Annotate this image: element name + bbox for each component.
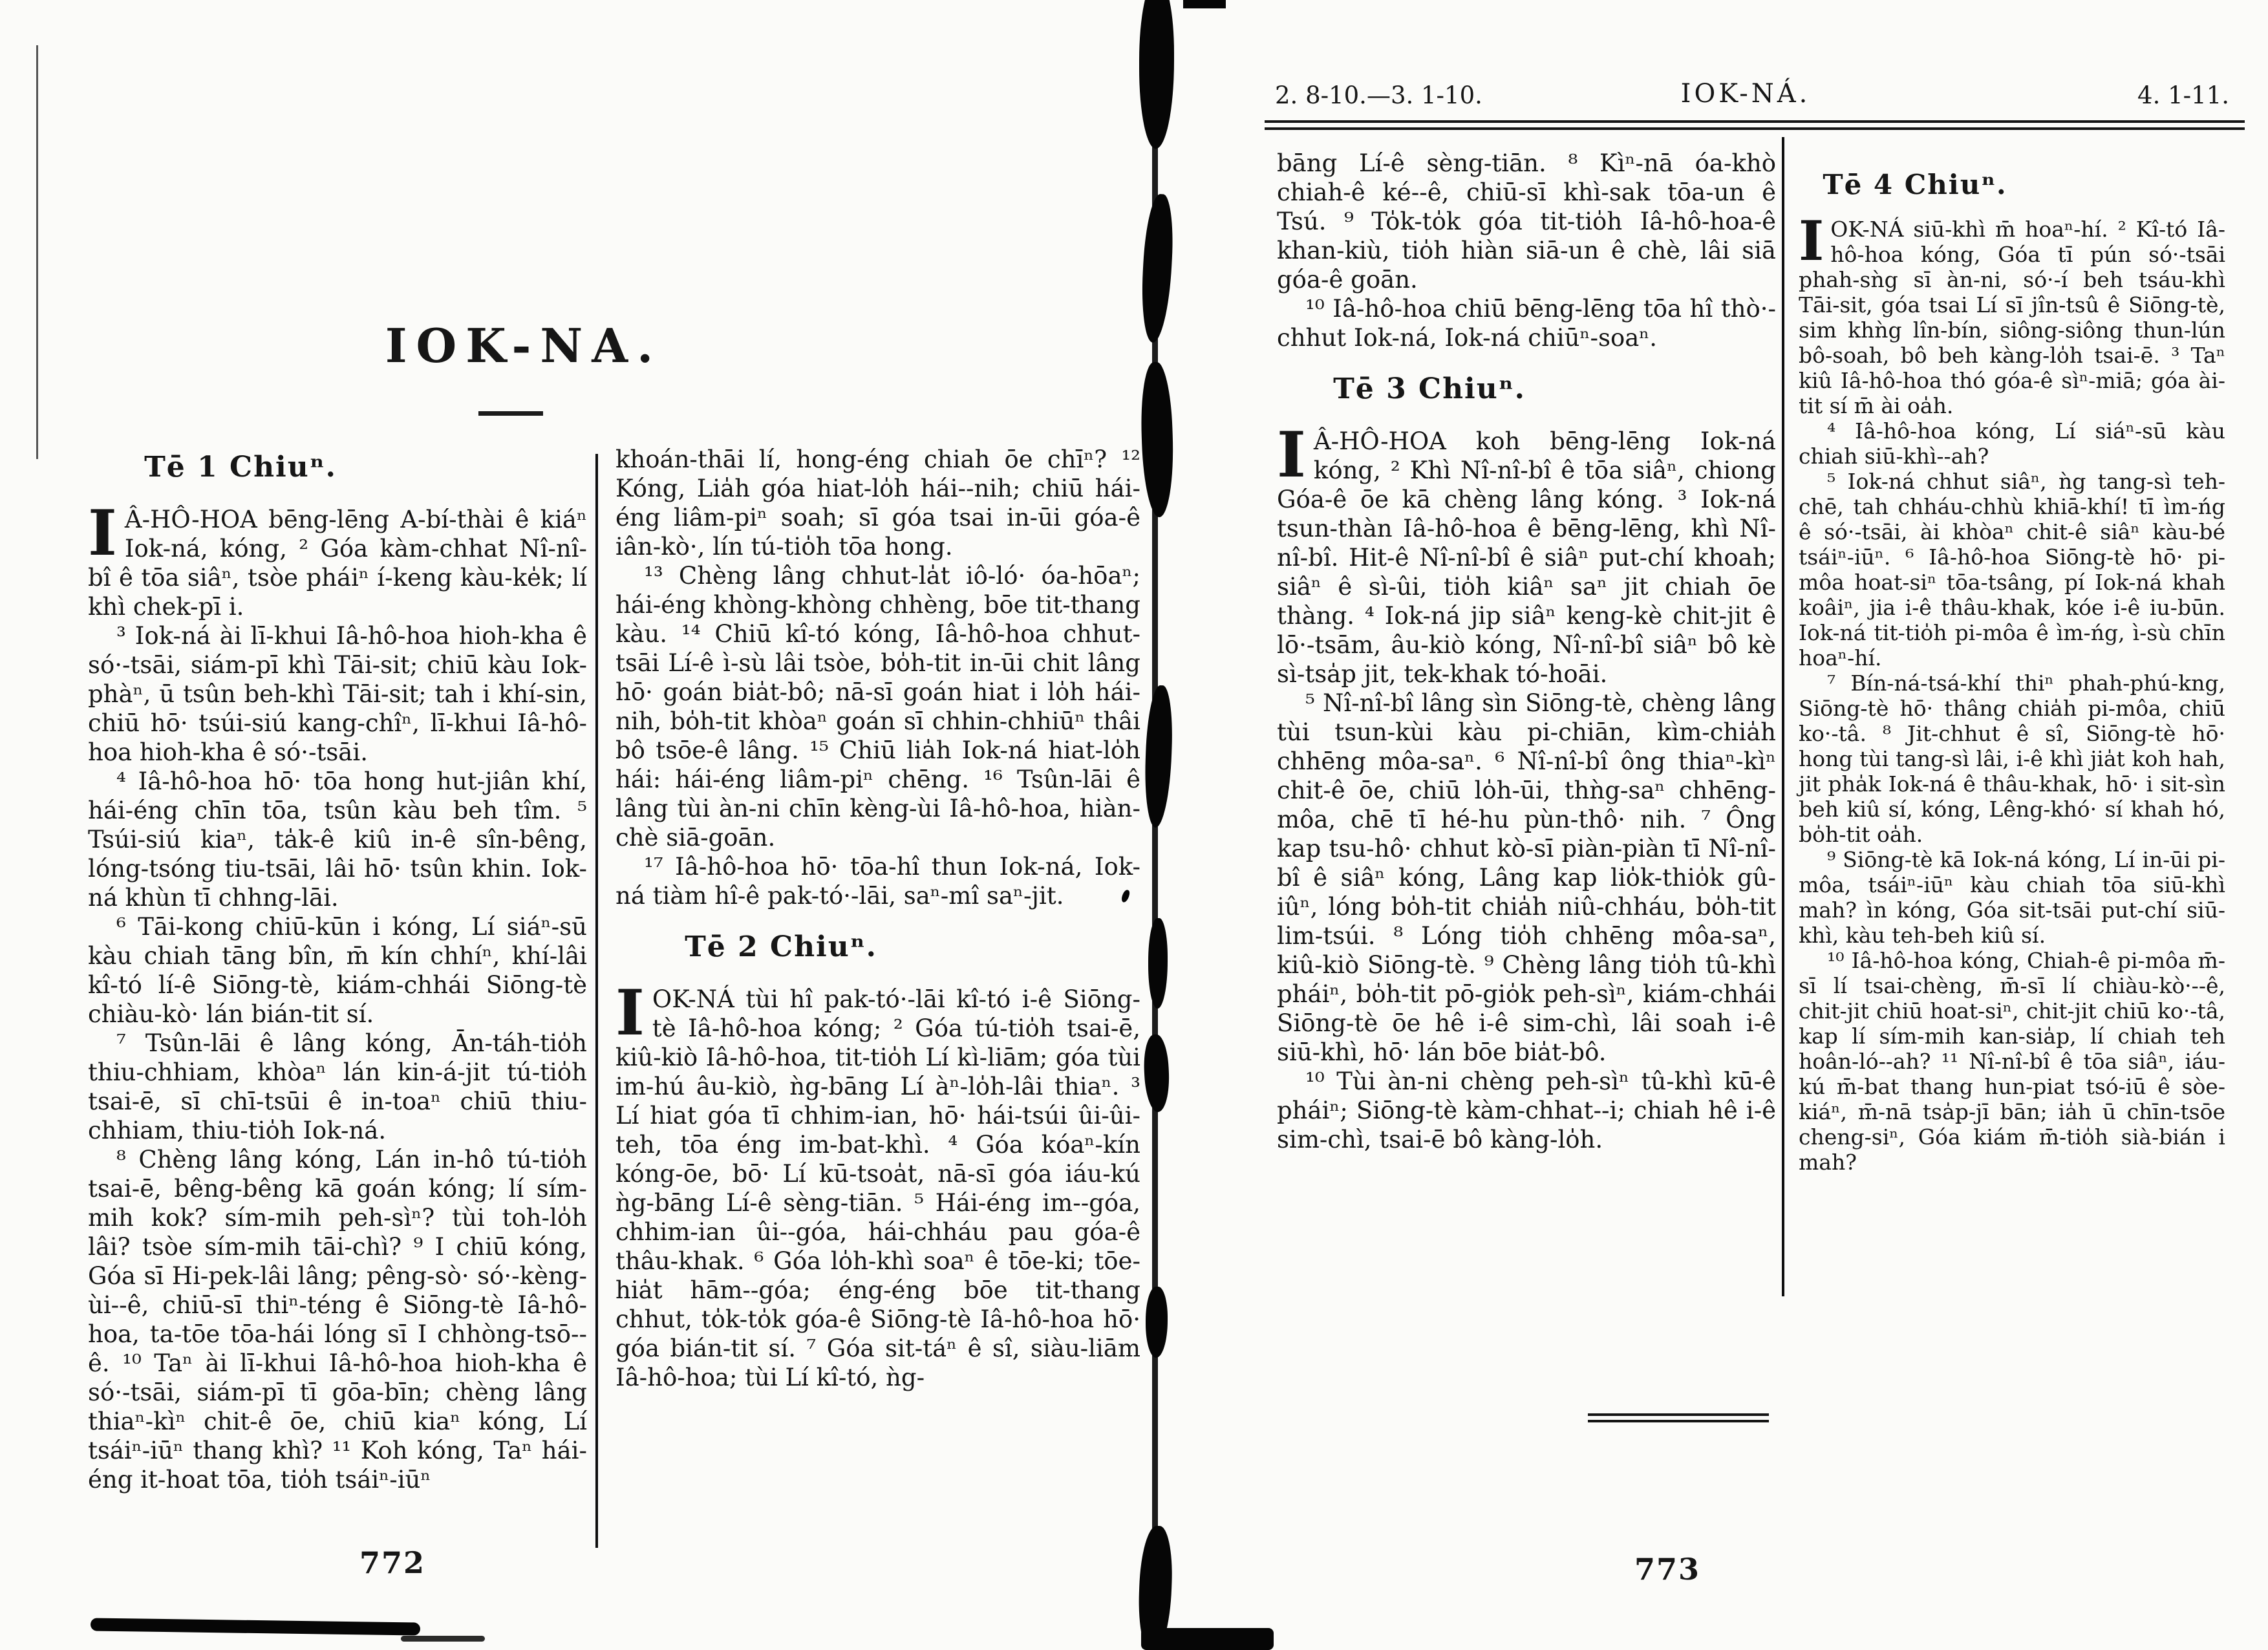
left-page-column-rule — [595, 454, 598, 1548]
jonah-1-7-paragraph: ⁷ Tsûn-lāi ê lâng kóng, Ān-táh-tio̍h thiu-chhiam, khòaⁿ lán kin-á-jit tú-tio̍h tsai-ē, sī chī-tsūi ê in-toaⁿ chiū thiu-chhiam, thiu-tio̍h Iok-ná. — [88, 1029, 587, 1144]
end-of-book-rule-top — [1588, 1413, 1769, 1416]
header-rule-top — [1265, 120, 2245, 123]
jonah-4-7-8-paragraph: ⁷ Bín-ná-tsá-khí thiⁿ phah-phú-kng, Siōng-tè hō· thâng chia̍h pi-môa, chiū ko·-tâ. ⁸ Jit-chhut ê sî, Siōng-tè hō· hong tùi tang-sì lâi, i-ê khì jia̍t koh hah, jit pha̍k Iok-ná ê thâu-khak, hō· i sit-sìn beh kiû sí, kóng, Lêng-khó· sí khah hó, bo̍h-tit oa̍h. — [1799, 670, 2225, 847]
bottom-left-ink-streak — [91, 1618, 420, 1635]
left-page-column-2 — [615, 445, 1140, 1392]
jonah-1-6-paragraph: ⁶ Tāi-kong chiū-kūn i kóng, Lí siáⁿ-sū kàu chiah tāng bîn, m̄ kín chhíⁿ, khí-lâi kî-tó lí-ê Siōng-tè, kiám-chhái Siōng-tè chiàu-kò· lán bián-tit sí. — [88, 913, 587, 1028]
chapter-4-initial-letter: I — [1799, 209, 1824, 273]
running-header-left: 2. 8-10.—3. 1-10. — [1275, 81, 1482, 109]
jonah-1-11-12-continued-paragraph: khoán-thāi lí, hong-éng chiah ōe chīⁿ? ¹² Kóng, Lia̍h góa hiat-lo̍h hái--nih; chiū hái-éng liâm-piⁿ soah; sī góa tsai in-ūi góa-ê iân-kò·, lín tú-tio̍h tōa hong. — [615, 445, 1140, 561]
jonah-1-8-11-paragraph: ⁸ Chèng lâng kóng, Lán in-hô tú-tio̍h tsai-ē, bêng-bêng kā goán kóng; lí sím-mih kok? sím-mih peh-sìⁿ? tùi toh-lo̍h lâi? tsòe sím-mih tāi-chì? ⁹ I chiū kóng, Góa sī Hi-pek-lâi lâng; pêng-sò· só·-kèng-ùi--ê, chiū-sī thiⁿ-téng ê Siōng-tè Iâ-hô-hoa, ta-tōe tōa-hái lóng sī I chhòng-tsō--ê. ¹⁰ Taⁿ ài lī-khui Iâ-hô-hoa hioh-kha ê só·-tsāi, siám-pī tī gōa-bīn; chèng lâng thiaⁿ-kìⁿ chit-ê ōe, chiū kiaⁿ kóng, Lí tsáiⁿ-iūⁿ thang khì? ¹¹ Koh kóng, Taⁿ hái-éng it-hoat tōa, tio̍h tsáiⁿ-iūⁿ — [88, 1146, 587, 1494]
jonah-3-1-4-text: Â-HÔ-HOA koh bēng-lēng Iok-ná kóng, ² Khì Nî-nî-bî ê tōa siâⁿ, chiong Góa-ê ōe kā chèng lâng kóng. ³ Iok-ná tsun-thàn Iâ-hô-hoa ê bēng-lēng, khì Nî-nî-bî. Hit-ê Nî-nî-bî ê siâⁿ put-chí khoah; siâⁿ ê sì-ûi, tio̍h kiâⁿ saⁿ jit chiah ōe thàng. ⁴ Iok-ná jip siâⁿ keng-kè chit-jit ê lō·-tsām, âu-kiò kóng, Nî-nî-bî siâⁿ bô kè sì-tsa̍p jit, tek-khak tó-hoāi. — [1277, 427, 1776, 688]
binding-top-tick — [1183, 0, 1226, 8]
jonah-4-1-3-text: OK-NÁ siū-khì m̄ hoaⁿ-hí. ² Kî-tó Iâ-hô-hoa kóng, Góa tī pún só·-tsāi phah-sǹg sī àn-ni, só·-í beh tsáu-khì Tāi-sit, góa tsai Lí sī jîn-tsû ê Siōng-tè, sim khǹg lîn-bín, siông-siông thun-lún bô-soah, bô beh kàng-lo̍h tsai-ē. ³ Taⁿ kiû Iâ-hô-hoa thó góa-ê sìⁿ-miā; góa ài-tit sí m̄ ài oa̍h. — [1799, 217, 2225, 418]
jonah-4-9-paragraph: ⁹ Siōng-tè kā Iok-ná kóng, Lí in-ūi pi-môa, tsáiⁿ-iūⁿ kàu chiah tōa siū-khì mah? ìn kóng, Góa sit-tsāi put-chí siū-khì, kàu teh-beh kiû sí. — [1799, 847, 2225, 948]
binding-mark-2 — [1139, 193, 1175, 343]
jonah-2-1-7-text: OK-NÁ tùi hî pak-tó·-lāi kî-tó i-ê Siōng-tè Iâ-hô-hoa kóng; ² Góa tú-tio̍h tsai-ē, kiû-kiò Iâ-hô-hoa, tit-tio̍h Lí kì-liām; góa tùi im-hú âu-kiò, ǹg-bāng Lí àⁿ-lo̍h-lâi thiaⁿ. ³ Lí hiat góa tī chhim-ian, hō· hái-tsúi ûi-ûi-teh, tōa éng im-bat-khì. ⁴ Góa kóaⁿ-kín kóng-ōe, bō· Lí kū-tsoa̍t, nā-sī góa iáu-kú ǹg-bāng Lí-ê sèng-tiān. ⁵ Hái-éng im--góa, chhim-ian ûi--góa, hái-chháu pau góa-ê thâu-khak. ⁶ Góa lo̍h-khì soaⁿ ê tōe-ki; tōe-hia̍t hām--góa; éng-éng bōe tit-thang chhut, to̍k-to̍k góa-ê Siōng-tè Iâ-hô-hoa hō· góa bián-tit sí. ⁷ Góa sit-táⁿ ê sî, siàu-liām Iâ-hô-hoa; tùi Lí kî-tó, ǹg- — [615, 985, 1140, 1391]
header-rule-bottom — [1265, 127, 2245, 130]
bottom-left-ink-streak-tail — [401, 1636, 485, 1642]
binding-mark-7 — [1146, 1287, 1168, 1358]
jonah-4-4-paragraph: ⁴ Iâ-hô-hoa kóng, Lí siáⁿ-sū kàu chiah siū-khì--ah? — [1799, 418, 2225, 469]
binding-mark-4 — [1143, 685, 1174, 828]
binding-mark-3 — [1139, 361, 1175, 518]
jonah-1-1-2-text: Â-HÔ-HOA bēng-lēng A-bí-thài ê kiáⁿ Iok-ná, kóng, ² Góa kàm-chhat Nî-nî-bî ê tōa siâⁿ, tsòe pháiⁿ í-keng kàu-ke̍k; lí khì chek-pī i. — [88, 506, 587, 621]
chapter-3-heading: Tē 3 Chiuⁿ. — [1333, 372, 1526, 405]
binding-mark-1 — [1139, 0, 1174, 149]
jonah-1-13-16-paragraph: ¹³ Chèng lâng chhut-la̍t iô-ló· óa-hōaⁿ; hái-éng khòng-khòng chhèng, bōe tit-thang kàu. ¹⁴ Chiū kî-tó kóng, Iâ-hô-hoa chhut-tsāi Lí-ê ì-sù lâi tsòe, bo̍h-tit in-ūi chit lâng hō· goán bia̍t-bô; nā-sī goán hiat i lo̍h hái-nih, bo̍h-tit khòaⁿ goán sī chhin-chhiūⁿ thâi bô tsōe-ê lâng. ¹⁵ Chiū lia̍h Iok-ná hiat-lo̍h hái: hái-éng liâm-piⁿ chēng. ¹⁶ Tsûn-lāi ê lâng tùi àn-ni chīn kèng-ùi Iâ-hô-hoa, hiàn-chè siā-goān. — [615, 562, 1140, 852]
jonah-2-10-paragraph: ¹⁰ Iâ-hô-hoa chiū bēng-lēng tōa hî thò·-chhut Iok-ná, Iok-ná chiūⁿ-soaⁿ. — [1277, 295, 1776, 352]
jonah-4-5-6-paragraph: ⁵ Iok-ná chhut siâⁿ, ǹg tang-sì teh-chē, tah chháu-chhù khiā-khí! tī ìm-ńg ê só·-tsāi, ài khòaⁿ chit-ê siâⁿ kàu-bé tsáiⁿ-iūⁿ. ⁶ Iâ-hô-hoa Siōng-tè hō· pi-môa hoat-siⁿ tōa-tsâng, pí Iok-ná khah koâiⁿ, jia i-ê thâu-khak, kóe i-ê iu-būn. Iok-ná tit-tio̍h pi-môa ê ìm-ńg, ì-sù chīn hoaⁿ-hí. — [1799, 469, 2225, 670]
jonah-1-4-5-paragraph: ⁴ Iâ-hô-hoa hō· tōa hong hut-jiân khí, hái-éng chīn tōa, tsûn kàu beh tîm. ⁵ Tsúi-siú kiaⁿ, ta̍k-ê kiû in-ê sîn-bêng, lóng-tsóng tiu-tsāi, lâi hō· tsûn khin. Iok-ná khùn tī chhng-lāi. — [88, 767, 587, 912]
jonah-2-7-9-continued-paragraph: bāng Lí-ê sèng-tiān. ⁸ Kìⁿ-nā óa-khò chiah-ê ké--ê, chiū-sī khì-sak tōa-un ê Tsú. ⁹ To̍k-to̍k góa tit-tio̍h Iâ-hô-hoa-ê khan-kiù, tio̍h hiàn siā-un ê chè, lâi siā góa-ê goān. — [1277, 149, 1776, 294]
jonah-4-1-3-paragraph — [1799, 209, 2225, 418]
jonah-1-1-2-paragraph — [88, 497, 587, 621]
right-page-column-rule — [1782, 137, 1784, 1296]
jonah-4-10-11-paragraph: ¹⁰ Iâ-hô-hoa kóng, Chiah-ê pi-môa m̄-sī lí tsai-chèng, m̄-sī lí chiàu-kò·--ê, chit-jit chiū hoat-siⁿ, chit-jit chiū ko·-tâ, kap lí sím-mih kan-sia̍p, lí chiah teh hoân-ló--ah? ¹¹ Nî-nî-bî ê tōa siâⁿ, iáu-kú m̄-bat thang hun-piat tsó-iū ê sòe-kiáⁿ, m̄-nā tsa̍p-jī bān; ia̍h ū chīn-tsōe cheng-siⁿ, Góa kiám m̄-tio̍h sià-bián i mah? — [1799, 948, 2225, 1175]
end-of-book-rule-bottom — [1588, 1420, 1769, 1422]
right-page-column-1 — [1277, 149, 1776, 1154]
left-page-edge-line — [36, 45, 38, 459]
chapter-1-initial-letter: I — [88, 497, 117, 570]
chapter-4-heading: Tē 4 Chiuⁿ. — [1823, 169, 2007, 200]
page-number-772: 772 — [359, 1545, 426, 1580]
binding-bottom-smear — [1141, 1628, 1274, 1650]
chapter-1-heading: Tē 1 Chiuⁿ. — [144, 451, 337, 484]
chapter-3-initial-letter: I — [1277, 418, 1306, 491]
book-title: IOK-NA. — [385, 318, 663, 373]
page-number-773: 773 — [1634, 1552, 1701, 1587]
right-page-column-2 — [1799, 147, 2225, 1175]
binding-mark-5 — [1148, 918, 1168, 1009]
jonah-3-10-paragraph: ¹⁰ Tùi àn-ni chèng peh-sìⁿ tû-khì kū-ê pháiⁿ; Siōng-tè kàm-chhat--i; chiah hê i-ê sim-chì, tsai-ē bô kàng-lo̍h. — [1277, 1067, 1776, 1153]
jonah-3-1-4-paragraph — [1277, 418, 1776, 689]
binding-mark-6 — [1142, 1034, 1171, 1113]
jonah-3-5-9-paragraph: ⁵ Nî-nî-bî lâng sìn Siōng-tè, chèng lâng tùi tsun-kùi kàu pi-chiān, kìm-chia̍h chhēng môa-saⁿ. ⁶ Nî-nî-bî ông thiaⁿ-kìⁿ chit-ê ōe, chiū lo̍h-ūi, thǹg-saⁿ chhēng-môa, chē tī hé-hu pùn-thô· nih. ⁷ Ông kap tsu-hô· chhut kò-sī piàn-piàn tī Nî-nî-bî ê siâⁿ kóng, Lâng kap lio̍k-thio̍k gû-iûⁿ, lóng bo̍h-tit chia̍h niû-chháu, bo̍h-tit lim-tsúi. ⁸ Lóng tio̍h chhēng môa-saⁿ, kiû-kiò Siōng-tè. ⁹ Chèng lâng tio̍h tû-khì pháiⁿ, bo̍h-tit pō-gio̍k peh-sìⁿ, kiám-chhái Siōng-tè ōe hê i-ê sim-chì, lâi soah i-ê siū-khì, hō· lán bōe bia̍t-bô. — [1277, 689, 1776, 1066]
left-page-column-1 — [88, 453, 587, 1494]
chapter-2-heading: Tē 2 Chiuⁿ. — [685, 930, 877, 963]
running-header-center: IOK-NÁ. — [1680, 79, 1811, 109]
jonah-1-17-paragraph: ¹⁷ Iâ-hô-hoa hō· tōa-hî thun Iok-ná, Iok-ná tiàm hî-ê pak-tó·-lāi, saⁿ-mî saⁿ-jit. — [615, 853, 1140, 910]
title-rule — [478, 411, 543, 416]
chapter-2-initial-letter: I — [615, 976, 645, 1049]
jonah-2-1-7-paragraph — [615, 976, 1140, 1392]
jonah-1-3-paragraph: ³ Iok-ná ài lī-khui Iâ-hô-hoa hioh-kha ê só·-tsāi, siám-pī khì Tāi-sit; chiū kàu Iok-phàⁿ, ū tsûn beh-khì Tāi-sit; tah i khí-sin, chiū hō· tsúi-siú kang-chîⁿ, lī-khui Iâ-hô-hoa hioh-kha ê só·-tsāi. — [88, 622, 587, 766]
running-header-right: 4. 1-11. — [2137, 81, 2229, 109]
